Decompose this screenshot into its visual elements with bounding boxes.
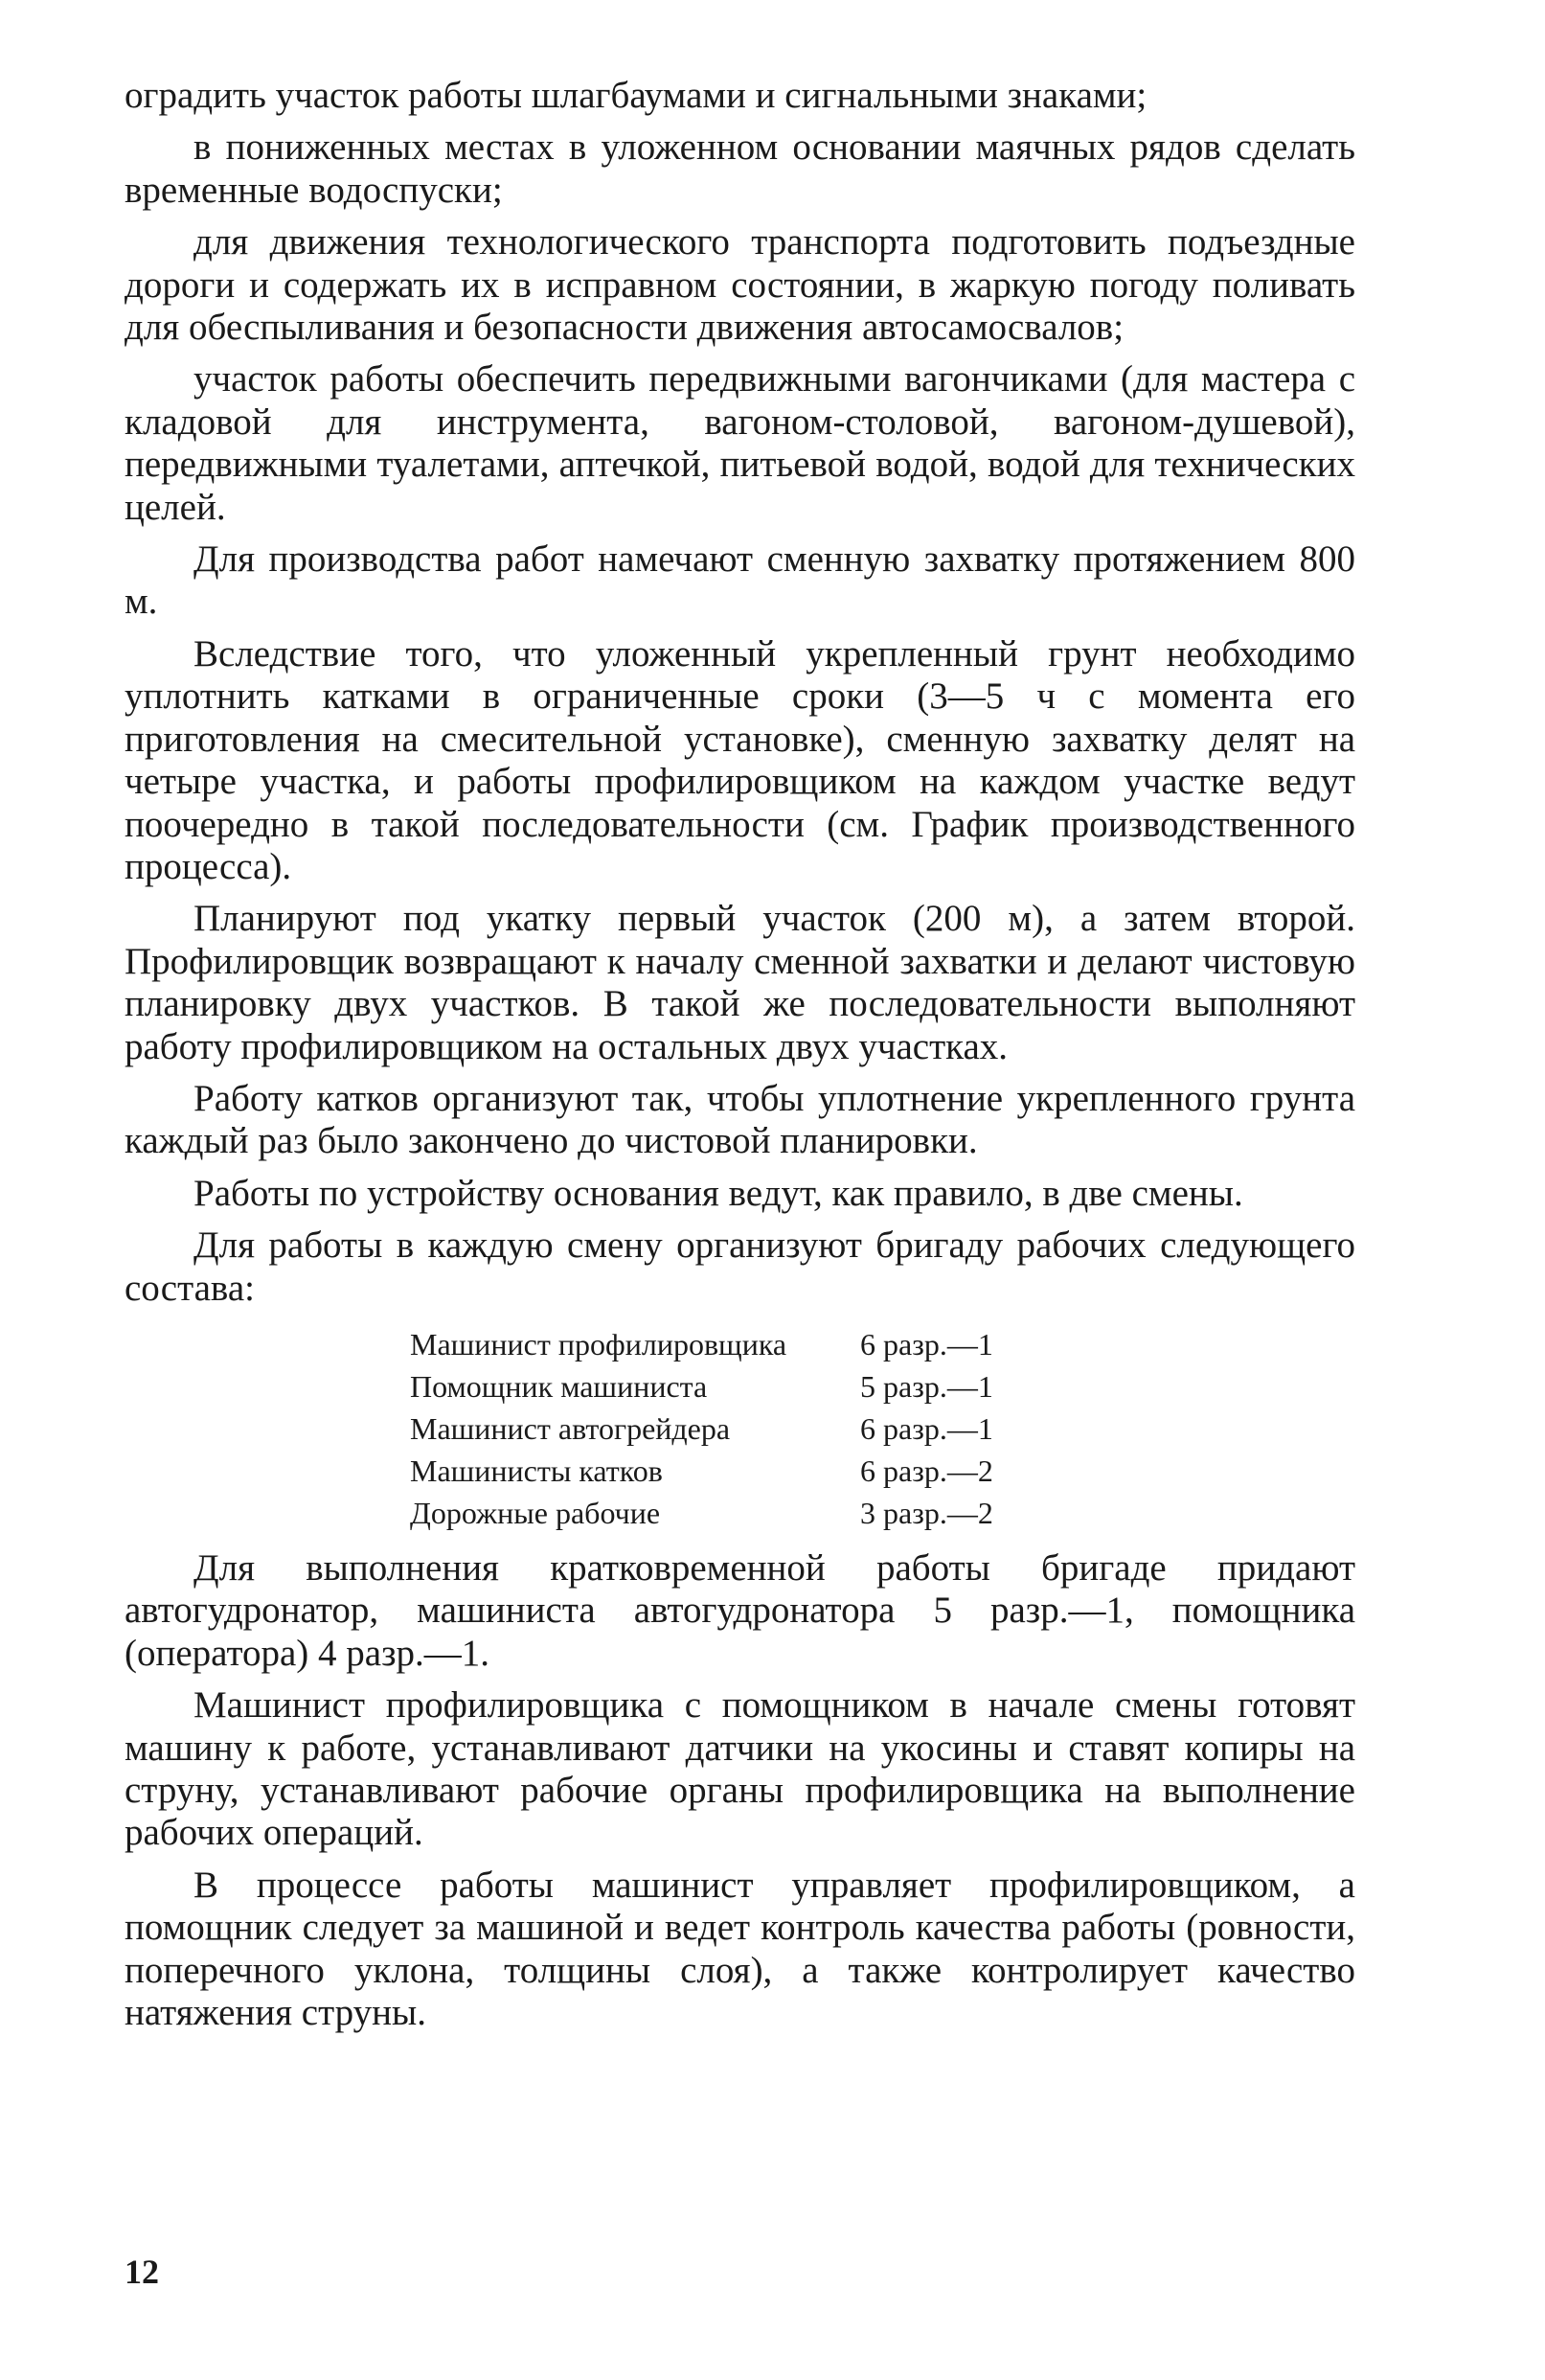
crew-role: Машинисты катков xyxy=(410,1453,663,1488)
table-row xyxy=(410,1450,993,1492)
paragraph: участок работы обеспечить передвижными вагончиками (для мастера с кладовой для инструмента, вагоном-столовой, вагоном-душевой), передвижными туалетами, аптечкой, питьевой водой, водой для технических целей. xyxy=(125,358,1355,528)
paragraph: Вследствие того, что уложенный укрепленный грунт необходимо уплотнить катками в ограниченные сроки (3—5 ч с момента его приготовления на смесительной установке), сменную захватку делят на четыре участка, и работы профилировщиком на каждом участке ведут поочередно в такой последовательности (см. График производственного процесса). xyxy=(125,632,1355,887)
paragraphs-bottom xyxy=(125,1547,1355,2034)
crew-role: Машинист профилировщика xyxy=(410,1326,787,1362)
crew-grade: 5 разр.—1 xyxy=(860,1368,993,1404)
crew-grade: 6 разр.—2 xyxy=(860,1453,993,1488)
table-row xyxy=(410,1407,993,1450)
page-number: 12 xyxy=(125,2253,159,2291)
paragraph: Для работы в каждую смену организуют бригаду рабочих следующего состава: xyxy=(125,1224,1355,1309)
paragraph: Планируют под укатку первый участок (200 м), а затем второй. Профилировщик возвращают к началу сменной захватки и делают чистовую планировку двух участков. В такой же последовательности выполняют работу профилировщиком на остальных двух участках. xyxy=(125,898,1355,1067)
paragraph: Для выполнения кратковременной работы бригаде придают автогудронатор, машиниста автогудронатора 5 разр.—1, помощника (оператора) 4 разр.—1. xyxy=(125,1546,1355,1674)
crew-table xyxy=(410,1323,993,1534)
crew-grade: 6 разр.—1 xyxy=(860,1326,993,1362)
paragraph: Работы по устройству основания ведут, как правило, в две смены. xyxy=(193,1172,1243,1214)
paragraph: оградить участок работы шлагбаумами и сигнальными знаками; xyxy=(125,75,1147,116)
paragraph: для движения технологического транспорта подготовить подъездные дороги и содержать их в исправном состоянии, в жаркую погоду поливать для обеспыливания и безопасности движения автосамосвалов; xyxy=(125,221,1355,349)
body-text xyxy=(125,75,1355,2044)
table-row xyxy=(410,1323,993,1365)
crew-grade: 3 разр.—2 xyxy=(860,1495,993,1530)
paragraph: в пониженных местах в уложенном основании маячных рядов сделать временные водоспуски; xyxy=(125,126,1355,211)
crew-grade: 6 разр.—1 xyxy=(860,1410,993,1446)
crew-role: Дорожные рабочие xyxy=(410,1495,661,1530)
paragraphs-top xyxy=(125,75,1355,1310)
crew-role: Машинист автогрейдера xyxy=(410,1410,731,1446)
crew-table-body xyxy=(410,1323,993,1534)
table-row xyxy=(410,1492,993,1534)
table-row xyxy=(410,1365,993,1407)
paragraph: Для производства работ намечают сменную захватку протяжением 800 м. xyxy=(125,538,1355,623)
paragraph: В процессе работы машинист управляет профилировщиком, а помощник следует за машиной и ведет контроль качества работы (ровности, поперечного уклона, толщины слоя), а также контролирует качество натяжения струны. xyxy=(125,1864,1355,2034)
crew-role: Помощник машиниста xyxy=(410,1368,708,1404)
paragraph: Машинист профилировщика с помощником в начале смены готовят машину к работе, устанавливают датчики на укосины и ставят копиры на струну, устанавливают рабочие органы профилировщика на выполнение рабочих операций. xyxy=(125,1684,1355,1854)
paragraph: Работу катков организуют так, чтобы уплотнение укрепленного грунта каждый раз было закончено до чистовой планировки. xyxy=(125,1077,1355,1162)
